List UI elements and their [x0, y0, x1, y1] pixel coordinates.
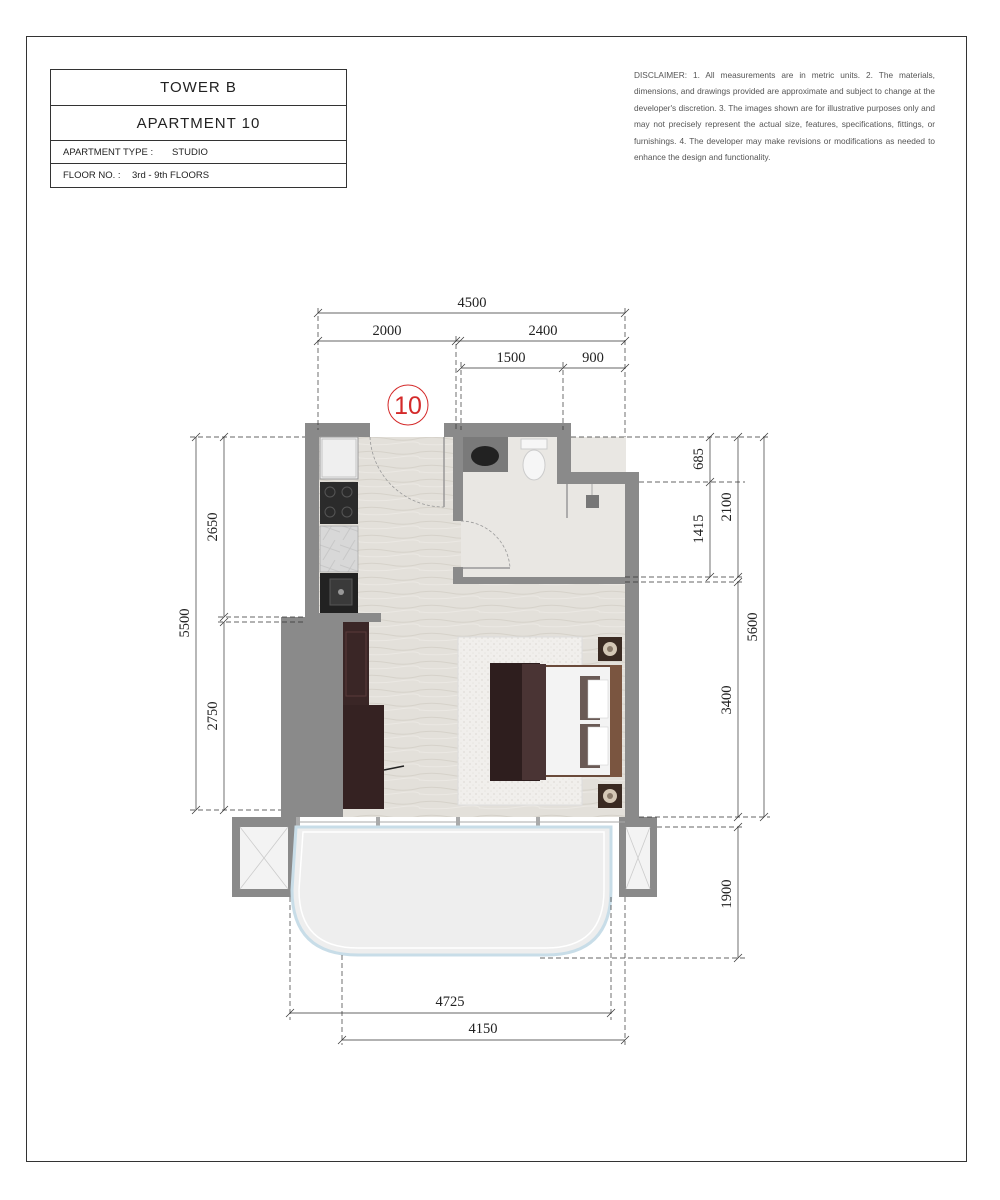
- dim-top-sub-2: 900: [582, 350, 604, 366]
- dim-bottom-4150: 4150: [468, 1021, 498, 1037]
- apartment-name: APARTMENT 10: [136, 115, 261, 132]
- toilet-tank: [521, 439, 547, 449]
- dim-top-left: 2000: [372, 323, 402, 339]
- left-lower-wall: [281, 617, 343, 817]
- kitchen-end-wall: [319, 613, 381, 622]
- dim-bottom-4725: 4725: [435, 994, 465, 1010]
- type-value: STUDIO: [172, 147, 208, 158]
- desk: [343, 705, 384, 809]
- balcony: [292, 827, 611, 955]
- dim-top-sub-1: 1500: [496, 350, 526, 366]
- bath-left-wall: [453, 423, 463, 521]
- dim-right-1900: 1900: [719, 879, 735, 909]
- dim-right-685: 685: [691, 448, 707, 470]
- dim-left-upper: 2650: [205, 512, 221, 542]
- shower-drain: [586, 495, 599, 508]
- nightstand-bottom: [598, 784, 622, 808]
- bath-bottom-wall: [453, 577, 625, 584]
- bath-door-jamb: [453, 567, 463, 584]
- type-label: APARTMENT TYPE :: [63, 147, 154, 158]
- cooktop: [320, 482, 358, 524]
- floor-label: FLOOR NO. :: [63, 170, 121, 181]
- top-right-wall: [444, 423, 571, 437]
- disclaimer-text: DISCLAIMER: 1. All measurements are in metric units. 2. The materials, dimensions, and drawings provided are approximate and subject to change at the developer's discretion. 3. The images shown are for illustrative purposes only and may not precisely represent the actual size, features, specifications, fittings, or furnishings. 4. The developer may make revisions or modifications as needed to enhance the design and functionality.: [634, 70, 935, 163]
- floor-value: 3rd - 9th FLOORS: [132, 170, 210, 181]
- bed: [490, 663, 622, 781]
- dim-top-total: 4500: [457, 295, 487, 311]
- left-wall: [305, 423, 319, 617]
- right-wall: [625, 472, 639, 817]
- headboard: [610, 665, 622, 777]
- kitchen-counter: [320, 526, 358, 572]
- dim-right-5600: 5600: [745, 612, 761, 642]
- top-left-wall: [305, 423, 370, 437]
- nightstand-top: [598, 637, 622, 661]
- wardrobe: [343, 622, 369, 705]
- dim-right-3400: 3400: [719, 685, 735, 715]
- tower-name: TOWER B: [160, 79, 237, 96]
- toilet-bowl: [523, 450, 545, 480]
- dim-right-2100: 2100: [719, 492, 735, 522]
- basin: [471, 446, 499, 466]
- unit-marker: 10: [394, 392, 422, 420]
- dim-top-right: 2400: [528, 323, 558, 339]
- fridge: [320, 437, 358, 479]
- dim-right-1415: 1415: [691, 514, 707, 544]
- dim-left-total: 5500: [177, 608, 193, 638]
- dim-left-lower: 2750: [205, 701, 221, 731]
